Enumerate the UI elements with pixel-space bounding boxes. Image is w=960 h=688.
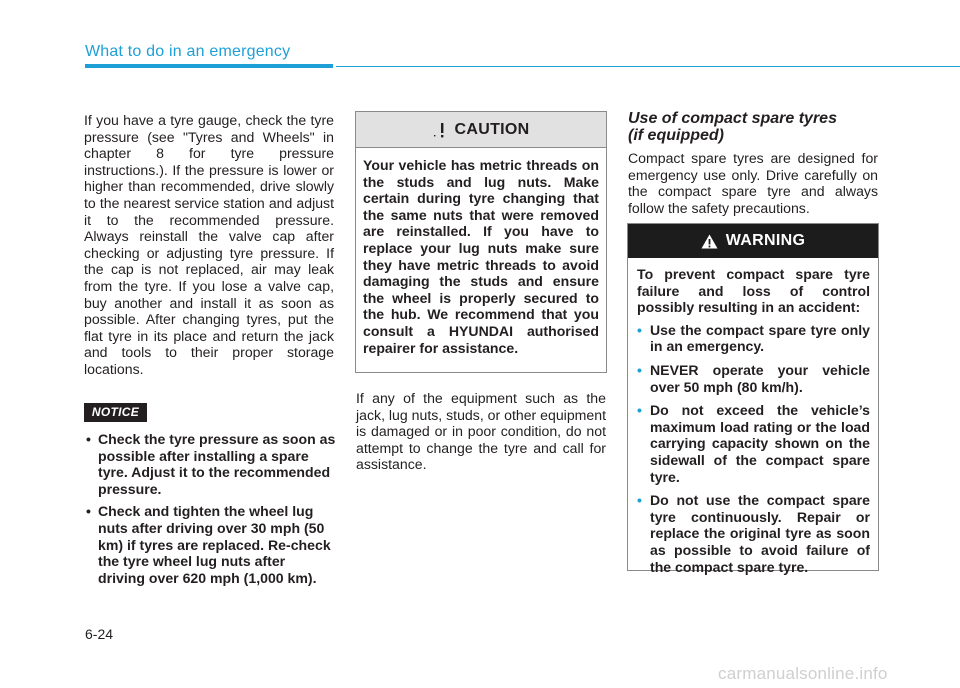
- equipment-paragraph: If any of the equipment such as the jack, lug nuts, studs, or other equipment is damaged or in poor condition, do not attempt to change the tyre and call for assistance.: [356, 390, 606, 473]
- compact-spare-heading: [628, 110, 878, 144]
- compact-spare-paragraph: Compact spare tyres are designed for emergency use only. Drive carefully on the compact spare tyre and always follow the safety precautions.: [628, 150, 878, 216]
- warning-intro: To prevent compact spare tyre failure and loss of control possibly resulting in an accident:: [637, 266, 870, 316]
- list-item: • Check the tyre pressure as soon as possible after installing a spare tyre. Adjust it to the recommended pressure.: [86, 431, 336, 497]
- heading-line-2: (if equipped): [628, 127, 724, 144]
- caution-icon: [433, 121, 447, 139]
- right-column: [628, 110, 878, 216]
- warning-triangle-icon: [701, 234, 718, 249]
- list-item: • Do not exceed the vehicle’s maximum load rating or the load carrying capacity shown on the sidewall of the compact spare tyre.: [637, 402, 870, 485]
- heading-line-1: Use of compact spare tyres: [628, 110, 837, 127]
- tyre-gauge-paragraph: If you have a tyre gauge, check the tyre pressure (see "Tyres and Wheels" in chapter 8 for tyre pressure instructions.). If the pressure is lower or higher than recommended, drive slowly to the nearest service station and adjust it to the recommended pressure. Always reinstall the valve cap after checking or adjusting tyre pressure. If the cap is not replaced, air may leak from the tyre. If you lose a valve cap, buy another and install it as soon as possible. After changing tyres, put the flat tyre in its place and return the jack and tools to their proper storage locations.: [84, 112, 334, 377]
- caution-header: [356, 112, 606, 148]
- list-item: • Do not use the compact spare tyre continuously. Repair or replace the original tyre as soon as possible to avoid failure of the compact spare tyre.: [637, 492, 870, 575]
- list-item: • Use the compact spare tyre only in an emergency.: [637, 321, 870, 355]
- warning-header: [628, 224, 878, 258]
- page-number: 6-24: [85, 626, 114, 642]
- equipment-paragraph-wrap: [356, 390, 606, 473]
- caution-box: [355, 111, 607, 373]
- notice-list: [84, 431, 336, 592]
- warning-item-text: Do not use the compact spare tyre continuously. Repair or replace the original tyre as soon as possible to avoid failure of the compact spare tyre.: [650, 492, 870, 575]
- warning-item-text: Use the compact spare tyre only in an emergency.: [650, 321, 870, 355]
- notice-item-text: Check and tighten the wheel lug nuts after driving over 30 mph (50 km) if tyres are replaced. Re-check the tyre wheel lug nuts after driving over 620 mph (1,000 km).: [98, 503, 331, 586]
- warning-title: WARNING: [725, 232, 806, 249]
- notice-item-text: Check the tyre pressure as soon as possible after installing a spare tyre. Adjust it to the recommended pressure.: [98, 431, 336, 497]
- section-title: What to do in an emergency: [85, 43, 291, 60]
- caution-title: CAUTION: [454, 120, 530, 138]
- warning-body: [628, 258, 878, 575]
- warning-item-text: Do not exceed the vehicle’s maximum load rating or the load carrying capacity shown on the sidewall of the compact spare tyre.: [650, 402, 870, 485]
- list-item: • NEVER operate your vehicle over 50 mph (80 km/h).: [637, 361, 870, 395]
- notice-badge: NOTICE: [84, 403, 147, 422]
- left-column: [84, 112, 334, 378]
- header-rule-line: [336, 66, 960, 67]
- warning-item-text: NEVER operate your vehicle over 50 mph (80 km/h).: [650, 361, 870, 395]
- watermark: carmanualsonline.info: [718, 664, 888, 683]
- caution-text: Your vehicle has metric threads on the studs and lug nuts. Make certain during tyre changing that the same nuts that were removed are reinstalled. If you have to replace your lug nuts make sure they have metric threads to avoid damaging the studs and ensure the wheel is properly secured to the hub. We recommend that you consult a HYUNDAI authorised repairer for assistance.: [363, 157, 599, 356]
- warning-list: [637, 322, 870, 575]
- list-item: • Check and tighten the wheel lug nuts after driving over 30 mph (50 km) if tyres are replaced. Re-check the tyre wheel lug nuts after driving over 620 mph (1,000 km).: [86, 503, 331, 586]
- warning-box: [627, 223, 879, 575]
- header-rule-accent: [85, 64, 333, 68]
